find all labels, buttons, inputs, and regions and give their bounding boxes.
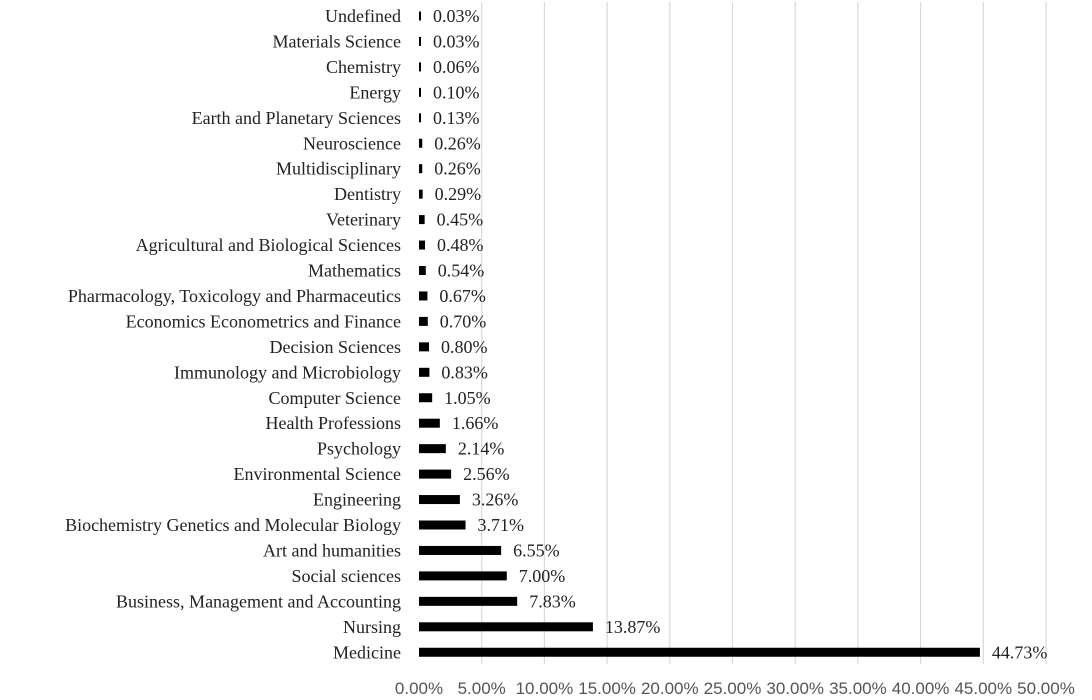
bar xyxy=(419,470,451,479)
bar xyxy=(419,190,423,199)
data-label: 44.73% xyxy=(991,642,1048,663)
data-label: 0.03% xyxy=(433,6,480,26)
x-tick-label: 25.00% xyxy=(703,679,762,698)
data-label: 1.05% xyxy=(444,387,491,408)
x-tick-label: 20.00% xyxy=(640,679,699,698)
category-label: Materials Science xyxy=(272,31,401,52)
bar xyxy=(419,88,421,97)
category-label: Energy xyxy=(349,82,401,103)
data-label: 0.13% xyxy=(433,107,480,128)
bars xyxy=(419,12,980,657)
data-label: 6.55% xyxy=(513,540,560,561)
bar xyxy=(419,393,432,402)
x-axis-tick-labels xyxy=(395,679,1075,698)
bar xyxy=(419,215,425,224)
data-label: 0.29% xyxy=(434,184,482,205)
bar xyxy=(419,521,466,530)
bar xyxy=(419,597,517,606)
category-label: Mathematics xyxy=(308,260,401,281)
x-tick-label: 45.00% xyxy=(954,679,1013,698)
bar xyxy=(419,37,421,46)
category-label: Medicine xyxy=(333,642,401,663)
data-label: 13.87% xyxy=(604,616,661,637)
data-label: 0.54% xyxy=(437,260,485,281)
bar xyxy=(419,622,593,631)
category-label: Earth and Planetary Sciences xyxy=(191,107,401,128)
x-tick-label: 10.00% xyxy=(515,679,574,698)
bar xyxy=(419,419,440,428)
data-label: 2.14% xyxy=(457,438,505,459)
data-label: 2.56% xyxy=(463,464,510,485)
category-label: Psychology xyxy=(316,438,401,459)
value-labels xyxy=(433,6,1047,662)
data-label: 0.67% xyxy=(439,285,486,306)
data-label: 0.10% xyxy=(433,82,480,103)
data-label: 1.66% xyxy=(451,413,499,434)
bar xyxy=(419,648,980,657)
bar xyxy=(419,546,501,555)
data-label: 3.26% xyxy=(471,489,519,510)
category-label: Dentistry xyxy=(334,184,401,205)
category-label: Multidisciplinary xyxy=(276,158,401,179)
x-tick-label: 30.00% xyxy=(766,679,825,698)
category-label: Immunology and Microbiology xyxy=(174,362,401,383)
data-label: 0.06% xyxy=(433,56,480,77)
bar xyxy=(419,164,422,173)
data-label: 0.26% xyxy=(434,133,481,154)
data-label: 0.48% xyxy=(437,235,484,256)
bar xyxy=(419,368,429,377)
category-label: Biochemistry Genetics and Molecular Biology xyxy=(65,515,401,535)
category-label: Health Professions xyxy=(265,413,401,434)
data-label: 3.71% xyxy=(477,515,525,535)
category-label: Chemistry xyxy=(326,56,401,77)
x-tick-label: 5.00% xyxy=(457,679,506,698)
category-label: Undefined xyxy=(325,6,401,26)
category-label: Computer Science xyxy=(268,387,401,408)
x-tick-label: 35.00% xyxy=(829,679,887,698)
data-label: 0.83% xyxy=(441,362,488,383)
category-label: Business, Management and Accounting xyxy=(116,591,401,612)
category-label: Nursing xyxy=(343,616,401,637)
bar xyxy=(419,139,422,148)
x-tick-label: 0.00% xyxy=(394,679,444,698)
category-label: Agricultural and Biological Sciences xyxy=(135,235,401,256)
category-label: Engineering xyxy=(313,489,401,510)
category-label: Veterinary xyxy=(326,209,401,230)
bar xyxy=(419,62,421,71)
bar xyxy=(419,571,507,580)
x-tick-label: 15.00% xyxy=(578,679,636,698)
category-label: Art and humanities xyxy=(263,540,401,561)
data-label: 0.03% xyxy=(433,31,480,52)
category-label: Decision Sciences xyxy=(269,336,401,357)
data-label: 7.00% xyxy=(518,565,566,586)
bar xyxy=(419,113,421,122)
data-label: 0.80% xyxy=(441,336,488,357)
category-label: Social sciences xyxy=(291,565,401,586)
data-label: 0.70% xyxy=(439,311,487,332)
category-label: Pharmacology, Toxicology and Pharmaceutics xyxy=(67,285,401,306)
bar xyxy=(419,444,446,453)
bar xyxy=(419,495,460,504)
bar xyxy=(419,12,421,21)
x-tick-label: 50.00% xyxy=(1017,679,1075,698)
data-label: 0.26% xyxy=(434,158,481,179)
data-label: 7.83% xyxy=(529,591,576,612)
category-label: Environmental Science xyxy=(233,464,401,485)
x-tick-label: 40.00% xyxy=(891,679,950,698)
bar xyxy=(419,317,428,326)
bar xyxy=(419,291,427,300)
category-labels xyxy=(65,6,401,662)
bar xyxy=(419,266,426,275)
category-label: Economics Econometrics and Finance xyxy=(125,311,401,332)
data-label: 0.45% xyxy=(436,209,484,230)
bar xyxy=(419,241,425,250)
gridlines xyxy=(482,2,1046,664)
category-label: Neuroscience xyxy=(303,133,401,154)
bar xyxy=(419,342,429,351)
